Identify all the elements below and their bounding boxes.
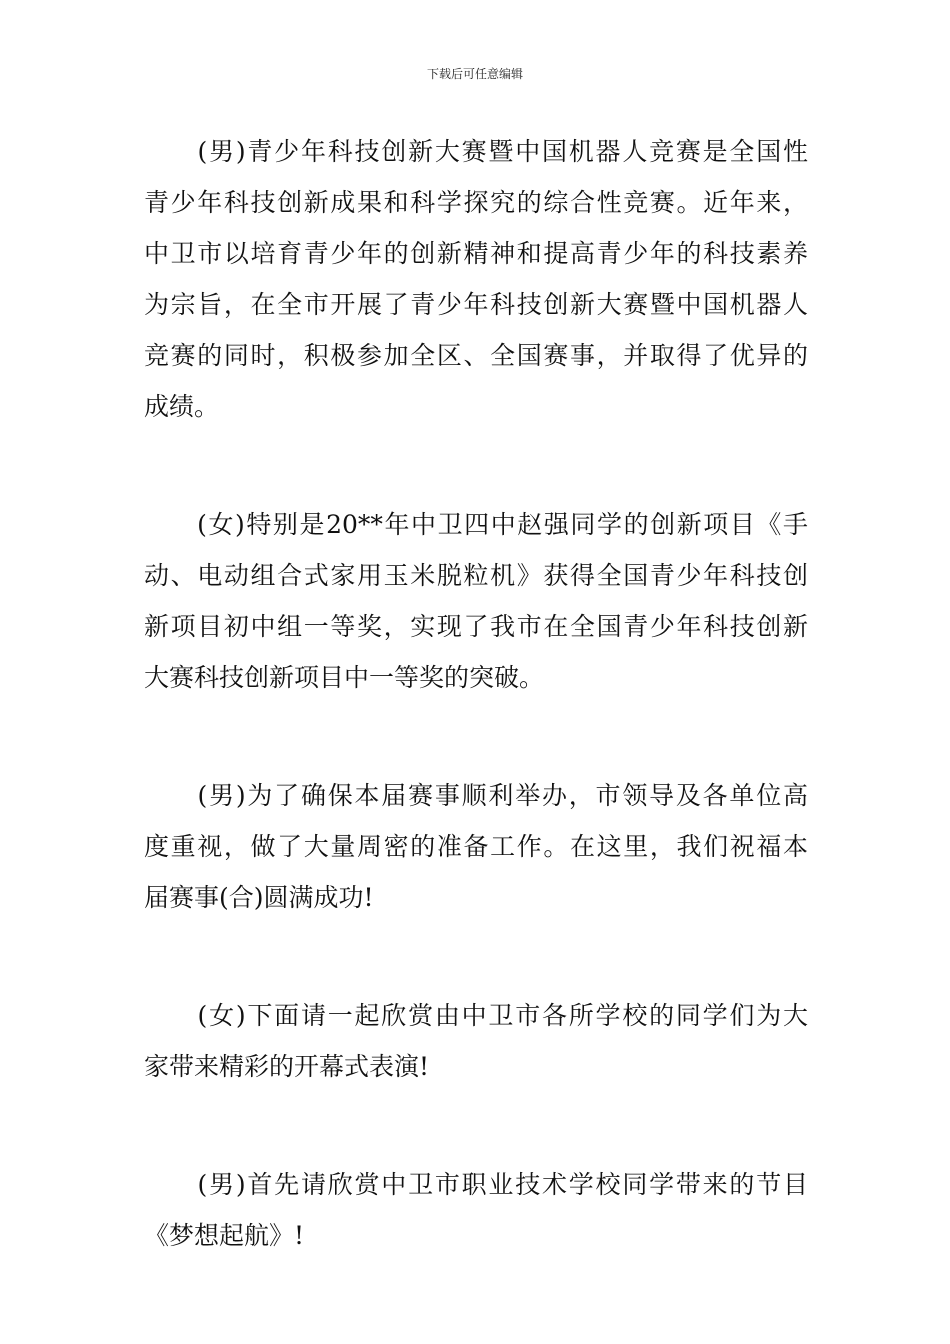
paragraph-2: [144, 499, 808, 703]
paragraph-line: 动、电动组合式家用玉米脱粒机》获得全国青少年科技创: [144, 561, 808, 590]
paragraph-line: (男)首先请欣赏中卫市职业技术学校同学带来的节目: [144, 1170, 808, 1199]
document-body: [144, 126, 808, 1328]
page-header: 下载后可任意编辑: [426, 67, 523, 81]
paragraph-line: 大赛科技创新项目中一等奖的突破。: [144, 663, 545, 692]
paragraph-line: 成绩。: [144, 392, 220, 421]
paragraph-1: [144, 126, 808, 432]
paragraph-line: (男)青少年科技创新大赛暨中国机器人竞赛是全国性: [144, 137, 808, 166]
paragraph-line: 为宗旨，在全市开展了青少年科技创新大赛暨中国机器人: [144, 290, 808, 319]
paragraph-line: 中卫市以培育青少年的创新精神和提高青少年的科技素养: [144, 239, 808, 268]
paragraph-line: 度重视，做了大量周密的准备工作。在这里，我们祝福本: [144, 832, 808, 861]
paragraph-line: 家带来精彩的开幕式表演!: [144, 1052, 430, 1081]
paragraph-line: 竞赛的同时，积极参加全区、全国赛事，并取得了优异的: [144, 341, 808, 370]
paragraph-line: 届赛事(合)圆满成功!: [144, 883, 374, 912]
paragraph-line: 青少年科技创新成果和科学探究的综合性竞赛。近年来，: [144, 188, 808, 217]
paragraph-line: 新项目初中组一等奖，实现了我市在全国青少年科技创新: [144, 612, 808, 641]
paragraph-4: [144, 990, 808, 1092]
paragraph-line: (女)下面请一起欣赏由中卫市各所学校的同学们为大: [144, 1001, 808, 1030]
paragraph-line: 《梦想起航》!: [144, 1221, 305, 1250]
paragraph-line: (女)特别是20**年中卫四中赵强同学的创新项目《手: [144, 510, 808, 539]
paragraph-5: [144, 1159, 808, 1261]
paragraph-3: [144, 770, 808, 923]
paragraph-line: (男)为了确保本届赛事顺利举办，市领导及各单位高: [144, 781, 808, 810]
